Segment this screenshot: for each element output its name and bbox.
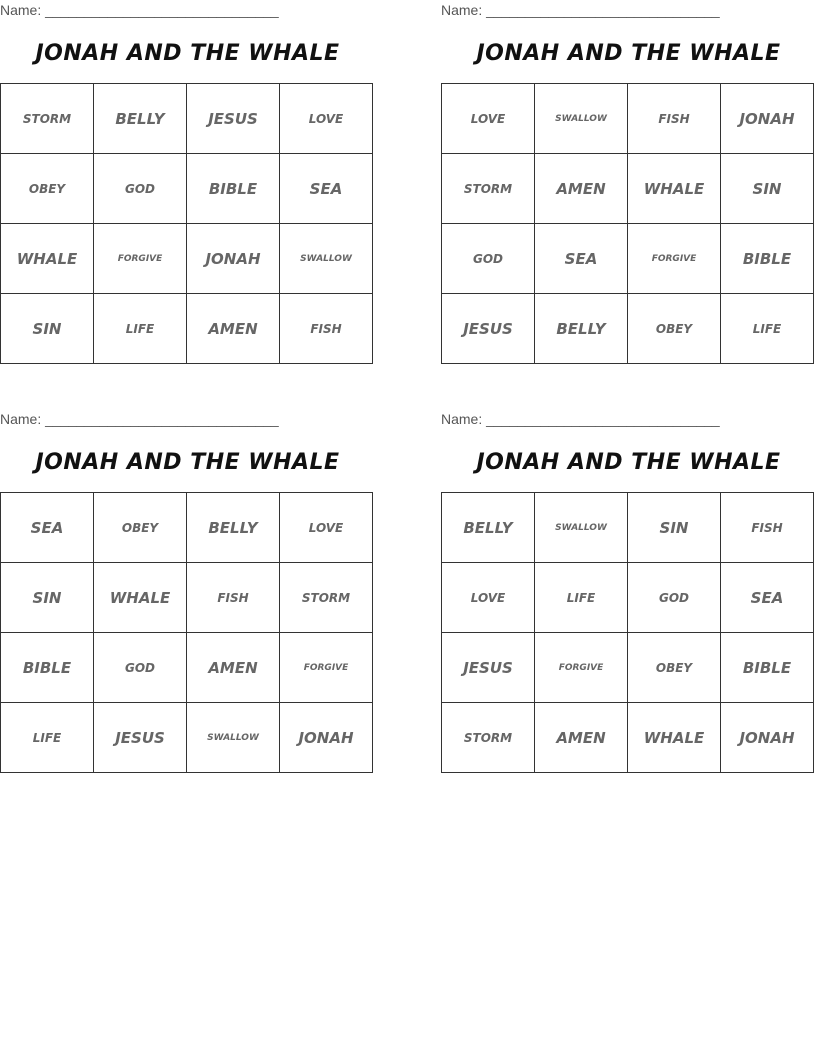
- bingo-cell: WHALE: [94, 563, 187, 633]
- grid-row: [442, 563, 814, 633]
- bingo-cell: WHALE: [628, 154, 721, 224]
- bingo-cell: LIFE: [721, 294, 814, 364]
- name-field: Name: ______________________________: [441, 411, 720, 427]
- bingo-cell: BIBLE: [721, 633, 814, 703]
- bingo-cell: AMEN: [187, 633, 280, 703]
- bingo-cell: FORGIVE: [628, 224, 721, 294]
- name-field: Name: ______________________________: [0, 411, 279, 427]
- bingo-cell: GOD: [94, 154, 187, 224]
- bingo-cell: JONAH: [187, 224, 280, 294]
- bingo-cell: JONAH: [721, 84, 814, 154]
- grid-row: [1, 294, 373, 364]
- bingo-cell: FISH: [628, 84, 721, 154]
- bingo-cell: JONAH: [721, 703, 814, 773]
- bingo-grid: [0, 83, 373, 364]
- bingo-grid: [441, 492, 814, 773]
- bingo-cell: FORGIVE: [280, 633, 373, 703]
- bingo-cell: BIBLE: [721, 224, 814, 294]
- grid-row: [442, 154, 814, 224]
- bingo-cell: SEA: [1, 493, 94, 563]
- bingo-cell: JONAH: [280, 703, 373, 773]
- bingo-cell: LIFE: [535, 563, 628, 633]
- card-title: JONAH AND THE WHALE: [476, 450, 781, 475]
- bingo-cell: OBEY: [1, 154, 94, 224]
- grid-row: [1, 703, 373, 773]
- card-title: JONAH AND THE WHALE: [35, 450, 340, 475]
- bingo-cell: STORM: [280, 563, 373, 633]
- card-title: JONAH AND THE WHALE: [35, 41, 340, 66]
- bingo-cell: SEA: [280, 154, 373, 224]
- bingo-grid: [441, 83, 814, 364]
- bingo-cell: LOVE: [280, 84, 373, 154]
- name-field: Name: ______________________________: [0, 2, 279, 18]
- grid-row: [1, 633, 373, 703]
- bingo-cell: BELLY: [94, 84, 187, 154]
- bingo-cell: SIN: [1, 563, 94, 633]
- bingo-cell: SWALLOW: [535, 493, 628, 563]
- bingo-cell: BIBLE: [187, 154, 280, 224]
- name-field: Name: ______________________________: [441, 2, 720, 18]
- bingo-cell: LIFE: [1, 703, 94, 773]
- grid-row: [1, 493, 373, 563]
- bingo-cell: LIFE: [94, 294, 187, 364]
- bingo-cell: LOVE: [442, 84, 535, 154]
- bingo-cell: AMEN: [535, 703, 628, 773]
- bingo-cell: JESUS: [94, 703, 187, 773]
- grid-row: [442, 84, 814, 154]
- grid-row: [442, 224, 814, 294]
- bingo-card-3: [0, 409, 375, 747]
- bingo-card-2: [441, 0, 816, 338]
- bingo-cell: SEA: [535, 224, 628, 294]
- bingo-cell: FORGIVE: [535, 633, 628, 703]
- bingo-cell: BIBLE: [1, 633, 94, 703]
- bingo-card-4: [441, 409, 816, 747]
- bingo-cell: SIN: [721, 154, 814, 224]
- bingo-cell: FISH: [721, 493, 814, 563]
- bingo-cell: OBEY: [628, 633, 721, 703]
- grid-row: [442, 294, 814, 364]
- bingo-cell: STORM: [442, 703, 535, 773]
- grid-row: [1, 154, 373, 224]
- bingo-cell: FORGIVE: [94, 224, 187, 294]
- bingo-cell: GOD: [94, 633, 187, 703]
- bingo-cell: JESUS: [187, 84, 280, 154]
- bingo-grid: [0, 492, 373, 773]
- bingo-cell: JESUS: [442, 294, 535, 364]
- bingo-cell: STORM: [1, 84, 94, 154]
- bingo-cell: WHALE: [628, 703, 721, 773]
- bingo-cell: BELLY: [535, 294, 628, 364]
- bingo-cell: GOD: [628, 563, 721, 633]
- bingo-cell: AMEN: [535, 154, 628, 224]
- grid-row: [442, 633, 814, 703]
- card-title: JONAH AND THE WHALE: [476, 41, 781, 66]
- bingo-cell: SWALLOW: [280, 224, 373, 294]
- bingo-cell: BELLY: [442, 493, 535, 563]
- bingo-cell: OBEY: [94, 493, 187, 563]
- bingo-cell: BELLY: [187, 493, 280, 563]
- grid-row: [442, 703, 814, 773]
- bingo-cell: SWALLOW: [187, 703, 280, 773]
- grid-row: [1, 84, 373, 154]
- bingo-cell: FISH: [187, 563, 280, 633]
- bingo-cell: STORM: [442, 154, 535, 224]
- grid-row: [442, 493, 814, 563]
- grid-row: [1, 563, 373, 633]
- bingo-cell: SWALLOW: [535, 84, 628, 154]
- bingo-cell: FISH: [280, 294, 373, 364]
- bingo-cell: LOVE: [442, 563, 535, 633]
- bingo-cell: JESUS: [442, 633, 535, 703]
- bingo-cell: WHALE: [1, 224, 94, 294]
- bingo-cell: SIN: [1, 294, 94, 364]
- bingo-cell: GOD: [442, 224, 535, 294]
- bingo-card-1: [0, 0, 375, 338]
- bingo-cell: OBEY: [628, 294, 721, 364]
- bingo-cell: AMEN: [187, 294, 280, 364]
- bingo-cell: SEA: [721, 563, 814, 633]
- bingo-cell: SIN: [628, 493, 721, 563]
- grid-row: [1, 224, 373, 294]
- bingo-cell: LOVE: [280, 493, 373, 563]
